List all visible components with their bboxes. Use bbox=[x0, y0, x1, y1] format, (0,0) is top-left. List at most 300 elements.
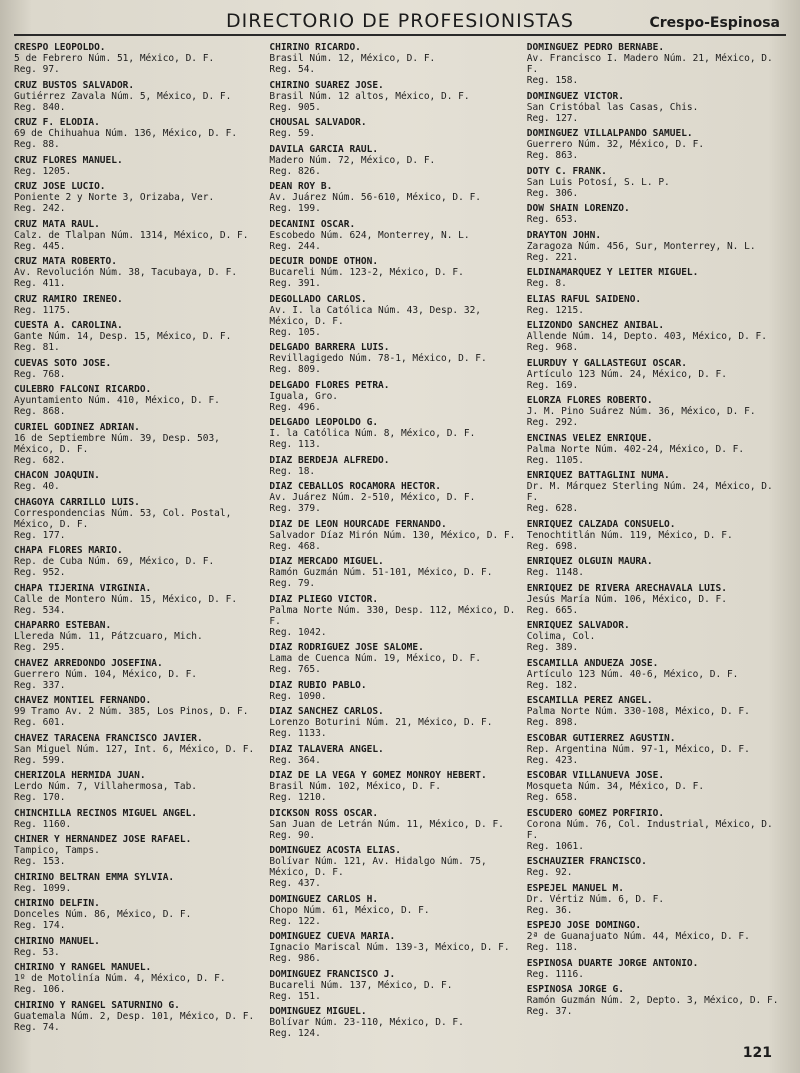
entry-registration: Reg. 665. bbox=[526, 604, 579, 616]
entry-name: CHAPA TIJERINA VIRGINIA. bbox=[14, 582, 152, 594]
directory-entry bbox=[527, 267, 786, 289]
entry-address: Brasil Núm. 12 altos, México, D. F. bbox=[269, 90, 470, 102]
entry-name: ESCAMILLA PEREZ ANGEL. bbox=[526, 695, 653, 706]
entry-name: CHIRINO SUAREZ JOSE. bbox=[269, 79, 384, 91]
entry-name: CHAPARRO ESTEBAN. bbox=[14, 620, 112, 631]
entry-registration: Reg. 244. bbox=[269, 240, 321, 252]
entry-registration: Reg. 153. bbox=[14, 856, 66, 867]
entry-name: ELIZONDO SANCHEZ ANIBAL. bbox=[526, 320, 665, 331]
directory-entry bbox=[14, 384, 259, 417]
entry-registration: Reg. 127. bbox=[526, 112, 579, 124]
entry-address: 1º de Motolinía Núm. 4, México, D. F. bbox=[14, 973, 226, 984]
directory-entry bbox=[527, 320, 786, 353]
entry-registration: Reg. 1105. bbox=[526, 454, 584, 466]
entry-address: Gutiérrez Zavala Núm. 5, México, D. F. bbox=[14, 90, 232, 102]
entry-address: Poniente 2 y Norte 3, Orizaba, Ver. bbox=[14, 192, 215, 203]
directory-entry bbox=[14, 545, 259, 578]
entry-name: CHAGOYA CARRILLO LUIS. bbox=[14, 496, 140, 508]
entry-name: CHAVEZ MONTIEL FERNANDO. bbox=[14, 695, 152, 706]
entry-address: Bolívar Núm. 121, Av. Hidalgo Núm. 75, México, D. F. bbox=[269, 856, 487, 878]
entry-name: DIAZ CEBALLOS ROCAMORA HECTOR. bbox=[269, 481, 441, 492]
entry-registration: Reg. 765. bbox=[269, 664, 321, 675]
entry-address: Chopo Núm. 61, México, D. F. bbox=[269, 904, 430, 916]
entry-address: Rep. de Cuba Núm. 69, México, D. F. bbox=[14, 556, 215, 567]
entry-name: CHAVEZ TARACENA FRANCISCO JAVIER. bbox=[14, 732, 203, 744]
directory-entry bbox=[14, 320, 259, 353]
entry-name: DECUIR DONDE OTHON. bbox=[269, 256, 379, 267]
entry-range: Crespo-Espinosa bbox=[649, 15, 780, 31]
entry-name: DOMINGUEZ FRANCISCO J. bbox=[269, 968, 396, 980]
entry-address: Zaragoza Núm. 456, Sur, Monterrey, N. L. bbox=[526, 240, 756, 252]
entry-name: CHIRINO Y RANGEL MANUEL. bbox=[14, 962, 152, 973]
entry-registration: Reg. 1160. bbox=[14, 818, 72, 830]
entry-name: DOMINGUEZ CUEVA MARIA. bbox=[269, 931, 396, 942]
entry-name: ESPINOSA DUARTE JORGE ANTONIO. bbox=[526, 957, 699, 969]
entry-registration: Reg. 411. bbox=[14, 278, 66, 289]
entry-registration: Reg. 242. bbox=[14, 203, 66, 214]
entry-name: ESCOBAR VILLANUEVA JOSE. bbox=[526, 770, 665, 781]
entry-registration: Reg. 986. bbox=[269, 953, 321, 964]
directory-entry bbox=[527, 856, 786, 878]
entry-name: ENRIQUEZ BATTAGLINI NUMA. bbox=[526, 470, 670, 481]
entry-name: DIAZ BERDEJA ALFREDO. bbox=[269, 454, 390, 466]
directory-entry bbox=[269, 680, 516, 702]
entry-address: Lerdo Núm. 7, Villahermosa, Tab. bbox=[14, 781, 198, 792]
directory-entry bbox=[14, 936, 259, 958]
entry-registration: Reg. 468. bbox=[269, 540, 321, 552]
directory-entry bbox=[527, 203, 786, 225]
entry-name: DRAYTON JOHN. bbox=[526, 229, 602, 241]
entry-registration: Reg. 809. bbox=[269, 364, 321, 375]
entry-registration: Reg. 391. bbox=[269, 278, 321, 289]
entry-registration: Reg. 389. bbox=[526, 642, 579, 653]
directory-entry bbox=[527, 91, 786, 124]
entry-registration: Reg. 423. bbox=[526, 754, 579, 766]
entry-address: Artículo 123 Núm. 40-6, México, D. F. bbox=[526, 668, 739, 680]
directory-entry bbox=[527, 294, 786, 316]
directory-entry bbox=[527, 695, 786, 728]
entry-registration: Reg. 37. bbox=[526, 1006, 573, 1017]
entry-name: CRUZ MATA RAUL. bbox=[14, 218, 100, 230]
entry-address: 99 Tramo Av. 2 Núm. 385, Los Pinos, D. F. bbox=[14, 706, 249, 717]
directory-entry bbox=[269, 181, 516, 214]
entry-name: ENCINAS VELEZ ENRIQUE. bbox=[526, 432, 653, 444]
entry-name: CHIRINO BELTRAN EMMA SYLVIA. bbox=[14, 871, 175, 883]
entry-address: Madero Núm. 72, México, D. F. bbox=[269, 154, 436, 166]
directory-entry bbox=[527, 556, 786, 578]
entry-name: CURIEL GODINEZ ADRIAN. bbox=[14, 421, 140, 433]
entry-registration: Reg. 74. bbox=[14, 1021, 60, 1033]
entry-name: CHOUSAL SALVADOR. bbox=[269, 117, 367, 128]
entry-registration: Reg. 124. bbox=[269, 1028, 321, 1039]
directory-entry bbox=[14, 962, 259, 995]
entry-name: CUEVAS SOTO JOSE. bbox=[14, 357, 112, 369]
entry-name: ENRIQUEZ OLGUIN MAURA. bbox=[526, 556, 653, 567]
entry-address: Donceles Núm. 86, México, D. F. bbox=[14, 909, 192, 920]
entry-name: DEAN ROY B. bbox=[269, 181, 333, 192]
entry-name: DOTY C. FRANK. bbox=[526, 165, 607, 177]
entry-name: DOMINGUEZ VILLALPANDO SAMUEL. bbox=[526, 128, 693, 139]
directory-entry bbox=[269, 642, 516, 675]
entry-address: Dr. M. Márquez Sterling Núm. 24, México, D. F. bbox=[526, 481, 773, 503]
entry-registration: Reg. 170. bbox=[14, 792, 66, 803]
entry-name: ELIAS RAFUL SAIDENO. bbox=[526, 293, 642, 305]
entry-name: DELGADO BARRERA LUIS. bbox=[269, 342, 390, 353]
entry-address: Iguala, Gro. bbox=[269, 390, 339, 402]
entry-address: Bolívar Núm. 23-110, México, D. F. bbox=[269, 1017, 464, 1028]
entry-registration: Reg. 968. bbox=[526, 342, 579, 353]
entry-registration: Reg. 952. bbox=[14, 567, 66, 578]
directory-entry bbox=[269, 342, 516, 375]
entry-registration: Reg. 768. bbox=[14, 368, 66, 380]
directory-entry bbox=[269, 294, 516, 338]
entry-registration: Reg. 496. bbox=[269, 401, 321, 413]
entry-registration: Reg. 105. bbox=[269, 326, 321, 338]
entry-registration: Reg. 1116. bbox=[526, 968, 584, 980]
entry-address: Palma Norte Núm. 402-24, México, D. F. bbox=[526, 443, 745, 455]
entry-name: CHIRINO MANUEL. bbox=[14, 935, 100, 947]
entry-name: ENRIQUEZ CALZADA CONSUELO. bbox=[526, 518, 676, 530]
directory-entry bbox=[269, 706, 516, 739]
entry-address: Brasil Núm. 12, México, D. F. bbox=[269, 53, 436, 64]
entry-address: Av. I. la Católica Núm. 43, Desp. 32, México, D. F. bbox=[269, 304, 482, 327]
entry-name: ELDINAMARQUEZ Y LEITER MIGUEL. bbox=[526, 267, 699, 278]
directory-entry bbox=[14, 358, 259, 380]
directory-entry bbox=[14, 470, 259, 492]
directory-entry bbox=[14, 733, 259, 766]
entry-columns bbox=[14, 42, 786, 1044]
page-number: 121 bbox=[742, 1045, 772, 1061]
directory-entry bbox=[527, 733, 786, 766]
entry-address: Tampico, Tamps. bbox=[14, 845, 100, 856]
entry-registration: Reg. 364. bbox=[269, 754, 321, 766]
entry-name: CRUZ MATA ROBERTO. bbox=[14, 256, 117, 267]
directory-entry bbox=[14, 117, 259, 150]
entry-name: DOMINGUEZ ACOSTA ELIAS. bbox=[269, 845, 401, 856]
entry-registration: Reg. 1175. bbox=[14, 304, 72, 316]
entry-name: DOMINGUEZ CARLOS H. bbox=[269, 893, 379, 905]
entry-name: CUESTA A. CAROLINA. bbox=[14, 320, 123, 331]
directory-entry bbox=[269, 144, 516, 177]
entry-registration: Reg. 92. bbox=[526, 867, 573, 878]
entry-address: Ignacio Mariscal Núm. 139-3, México, D. F. bbox=[269, 942, 510, 953]
entry-name: ESCAMILLA ANDUEZA JOSE. bbox=[526, 657, 659, 669]
entry-name: DIAZ PLIEGO VICTOR. bbox=[269, 593, 379, 605]
entry-registration: Reg. 88. bbox=[14, 139, 60, 150]
entry-name: DOMINGUEZ PEDRO BERNABE. bbox=[526, 42, 665, 53]
entry-address: Guatemala Núm. 2, Desp. 101, México, D. F. bbox=[14, 1010, 255, 1022]
entry-registration: Reg. 54. bbox=[269, 64, 316, 75]
entry-registration: Reg. 698. bbox=[526, 540, 579, 552]
directory-entry bbox=[14, 834, 259, 867]
directory-entry bbox=[14, 155, 259, 177]
entry-registration: Reg. 97. bbox=[14, 64, 60, 75]
entry-registration: Reg. 113. bbox=[269, 439, 321, 450]
directory-entry bbox=[527, 883, 786, 916]
directory-entry bbox=[269, 969, 516, 1002]
entry-name: DIAZ TALAVERA ANGEL. bbox=[269, 743, 384, 755]
entry-name: ESPINOSA JORGE G. bbox=[526, 984, 624, 995]
entry-address: Av. Juárez Núm. 2-510, México, D. F. bbox=[269, 492, 476, 503]
directory-entry bbox=[527, 42, 786, 86]
entry-registration: Reg. 106. bbox=[14, 984, 66, 995]
entry-registration: Reg. 118. bbox=[526, 942, 579, 953]
entry-name: ESCHAUZIER FRANCISCO. bbox=[526, 856, 647, 867]
entry-name: CHAVEZ ARREDONDO JOSEFINA. bbox=[14, 657, 163, 669]
entry-registration: Reg. 174. bbox=[14, 920, 66, 931]
entry-name: CULEBRO FALCONI RICARDO. bbox=[14, 384, 152, 395]
entry-name: DOW SHAIN LORENZO. bbox=[526, 203, 630, 214]
entry-registration: Reg. 53. bbox=[14, 946, 60, 958]
entry-name: DIAZ SANCHEZ CARLOS. bbox=[269, 706, 384, 717]
directory-entry bbox=[269, 42, 516, 75]
entry-registration: Reg. 898. bbox=[526, 717, 579, 728]
entry-name: CRUZ JOSE LUCIO. bbox=[14, 181, 106, 192]
directory-entry bbox=[269, 80, 516, 113]
entry-name: DIAZ MERCADO MIGUEL. bbox=[269, 556, 384, 567]
entry-registration: Reg. 182. bbox=[526, 679, 579, 691]
entry-registration: Reg. 599. bbox=[14, 754, 66, 766]
directory-entry bbox=[269, 894, 516, 927]
entry-registration: Reg. 59. bbox=[269, 128, 316, 139]
entry-name: ENRIQUEZ SALVADOR. bbox=[526, 620, 630, 631]
entry-address: Revillagigedo Núm. 78-1, México, D. F. bbox=[269, 353, 487, 364]
entry-address: Guerrero Núm. 104, México, D. F. bbox=[14, 668, 198, 680]
entry-registration: Reg. 36. bbox=[526, 904, 573, 916]
entry-address: Palma Norte Núm. 330, Desp. 112, México, D. F. bbox=[269, 604, 516, 627]
directory-entry bbox=[14, 422, 259, 466]
directory-entry bbox=[269, 417, 516, 450]
directory-entry bbox=[527, 583, 786, 616]
entry-registration: Reg. 81. bbox=[14, 342, 60, 353]
directory-entry bbox=[269, 931, 516, 964]
entry-registration: Reg. 601. bbox=[14, 717, 66, 728]
entry-registration: Reg. 169. bbox=[526, 379, 579, 391]
directory-entry bbox=[269, 117, 516, 139]
entry-registration: Reg. 292. bbox=[526, 417, 579, 428]
directory-entry bbox=[14, 583, 259, 616]
entry-address: Palma Norte Núm. 330-108, México, D. F. bbox=[526, 706, 750, 717]
entry-name: CHIRINO RICARDO. bbox=[269, 42, 361, 53]
entry-registration: Reg. 18. bbox=[269, 465, 316, 477]
entry-name: DOMINGUEZ MIGUEL. bbox=[269, 1006, 367, 1017]
entry-address: Correspondencias Núm. 53, Col. Postal, México, D. F. bbox=[14, 507, 232, 530]
entry-registration: Reg. 1215. bbox=[526, 304, 584, 316]
entry-name: DICKSON ROSS OSCAR. bbox=[269, 807, 379, 819]
directory-entry bbox=[14, 770, 259, 803]
entry-registration: Reg. 158. bbox=[526, 75, 579, 86]
directory-entry bbox=[14, 658, 259, 691]
directory-entry bbox=[527, 128, 786, 161]
directory-entry bbox=[14, 872, 259, 894]
entry-name: ENRIQUEZ DE RIVERA ARECHAVALA LUIS. bbox=[526, 582, 727, 594]
directory-entry bbox=[527, 395, 786, 428]
directory-entry bbox=[527, 519, 786, 552]
entry-registration: Reg. 295. bbox=[14, 642, 66, 653]
entry-address: J. M. Pino Suárez Núm. 36, México, D. F. bbox=[526, 406, 756, 417]
entry-name: CRUZ RAMIRO IRENEO. bbox=[14, 293, 123, 305]
entry-registration: Reg. 1210. bbox=[269, 792, 327, 803]
entry-address: Gante Núm. 14, Desp. 15, México, D. F. bbox=[14, 331, 232, 342]
entry-address: Guerrero Núm. 32, México, D. F. bbox=[526, 139, 705, 150]
directory-entry bbox=[14, 256, 259, 289]
entry-address: Corona Núm. 76, Col. Industrial, México, D. F. bbox=[526, 818, 773, 841]
directory-entry bbox=[527, 433, 786, 466]
entry-address: Brasil Núm. 102, México, D. F. bbox=[269, 781, 441, 792]
entry-name: CHAPA FLORES MARIO. bbox=[14, 545, 123, 556]
entry-registration: Reg. 1148. bbox=[526, 567, 584, 578]
directory-entry bbox=[14, 1000, 259, 1033]
entry-address: Lorenzo Boturini Núm. 21, México, D. F. bbox=[269, 717, 493, 728]
entry-registration: Reg. 868. bbox=[14, 406, 66, 417]
entry-registration: Reg. 1042. bbox=[269, 626, 327, 638]
entry-address: Ayuntamiento Núm. 410, México, D. F. bbox=[14, 395, 220, 406]
entry-registration: Reg. 8. bbox=[526, 278, 567, 289]
entry-registration: Reg. 90. bbox=[269, 829, 316, 841]
directory-entry bbox=[527, 358, 786, 391]
entry-address: San Miguel Núm. 127, Int. 6, México, D. F. bbox=[14, 743, 255, 755]
directory-entry bbox=[527, 230, 786, 263]
directory-entry bbox=[14, 497, 259, 541]
directory-entry bbox=[269, 455, 516, 477]
entry-registration: Reg. 177. bbox=[14, 529, 66, 541]
entry-address: Bucareli Núm. 123-2, México, D. F. bbox=[269, 267, 464, 278]
column-left bbox=[14, 42, 259, 1044]
entry-registration: Reg. 306. bbox=[526, 187, 579, 199]
entry-name: CHINCHILLA RECINOS MIGUEL ANGEL. bbox=[14, 807, 198, 819]
entry-name: CRESPO LEOPOLDO. bbox=[14, 42, 106, 53]
directory-entry bbox=[527, 920, 786, 953]
entry-address: Lama de Cuenca Núm. 19, México, D. F. bbox=[269, 653, 482, 664]
directory-entry bbox=[269, 808, 516, 841]
entry-name: DIAZ DE LEON HOURCADE FERNANDO. bbox=[269, 518, 447, 530]
entry-address: Av. Francisco I. Madero Núm. 21, México, D. F. bbox=[526, 53, 773, 75]
entry-name: CHERIZOLA HERMIDA JUAN. bbox=[14, 770, 146, 781]
entry-address: Dr. Vértiz Núm. 6, D. F. bbox=[526, 893, 665, 905]
entry-name: DIAZ RUBIO PABLO. bbox=[269, 679, 367, 691]
directory-entry bbox=[527, 770, 786, 803]
entry-address: Rep. Argentina Núm. 97-1, México, D. F. bbox=[526, 743, 750, 755]
entry-address: San Juan de Letrán Núm. 11, México, D. F. bbox=[269, 818, 504, 830]
directory-entry bbox=[14, 80, 259, 113]
entry-name: CRUZ FLORES MANUEL. bbox=[14, 154, 123, 166]
directory-entry bbox=[269, 519, 516, 552]
directory-entry bbox=[14, 181, 259, 214]
entry-address: Escobedo Núm. 624, Monterrey, N. L. bbox=[269, 229, 470, 241]
entry-registration: Reg. 40. bbox=[14, 481, 60, 492]
directory-entry bbox=[269, 256, 516, 289]
entry-registration: Reg. 682. bbox=[14, 454, 66, 466]
entry-registration: Reg. 1205. bbox=[14, 165, 72, 177]
entry-registration: Reg. 840. bbox=[14, 101, 66, 113]
directory-entry bbox=[269, 556, 516, 589]
entry-name: DOMINGUEZ VICTOR. bbox=[526, 90, 624, 102]
entry-registration: Reg. 658. bbox=[526, 792, 579, 803]
entry-registration: Reg. 221. bbox=[526, 251, 579, 263]
entry-name: CRUZ BUSTOS SALVADOR. bbox=[14, 79, 135, 91]
directory-entry bbox=[14, 219, 259, 252]
directory-entry bbox=[14, 808, 259, 830]
directory-entry bbox=[269, 219, 516, 252]
entry-address: 69 de Chihuahua Núm. 136, México, D. F. bbox=[14, 128, 238, 139]
entry-registration: Reg. 905. bbox=[269, 101, 321, 113]
entry-address: Jesús María Núm. 106, México, D. F. bbox=[526, 593, 727, 605]
directory-entry bbox=[527, 808, 786, 852]
entry-registration: Reg. 1133. bbox=[269, 728, 327, 739]
entry-registration: Reg. 1090. bbox=[269, 690, 327, 702]
page-header bbox=[14, 4, 786, 36]
entry-address: Mosqueta Núm. 34, México, D. F. bbox=[526, 781, 705, 792]
entry-address: Allende Núm. 14, Depto. 403, México, D. F. bbox=[526, 331, 767, 342]
directory-entry bbox=[269, 481, 516, 514]
entry-registration: Reg. 151. bbox=[269, 990, 321, 1002]
entry-registration: Reg. 379. bbox=[269, 503, 321, 514]
entry-address: San Luis Potosí, S. L. P. bbox=[526, 176, 670, 188]
entry-name: DEGOLLADO CARLOS. bbox=[269, 293, 367, 305]
entry-address: 16 de Septiembre Núm. 39, Desp. 503, México, D. F. bbox=[14, 432, 220, 455]
entry-name: ELURDUY Y GALLASTEGUI OSCAR. bbox=[526, 357, 687, 369]
entry-registration: Reg. 445. bbox=[14, 240, 66, 252]
directory-entry bbox=[269, 380, 516, 413]
entry-name: ESCOBAR GUTIERREZ AGUSTIN. bbox=[526, 732, 676, 744]
directory-entry bbox=[527, 958, 786, 980]
entry-name: CHINER Y HERNANDEZ JOSE RAFAEL. bbox=[14, 834, 192, 845]
directory-entry bbox=[269, 594, 516, 638]
entry-name: DAVILA GARCIA RAUL. bbox=[269, 143, 379, 155]
directory-entry bbox=[14, 898, 259, 931]
directory-title: DIRECTORIO DE PROFESIONISTAS bbox=[226, 10, 574, 32]
entry-address: Colima, Col. bbox=[526, 631, 596, 642]
entry-address: Calz. de Tlalpan Núm. 1314, México, D. F. bbox=[14, 229, 249, 241]
entry-registration: Reg. 79. bbox=[269, 578, 316, 589]
directory-entry bbox=[269, 744, 516, 766]
directory-entry bbox=[527, 166, 786, 199]
entry-registration: Reg. 628. bbox=[526, 503, 579, 514]
entry-address: Ramón Guzmán Núm. 51-101, México, D. F. bbox=[269, 567, 493, 578]
entry-address: Calle de Montero Núm. 15, México, D. F. bbox=[14, 593, 238, 605]
entry-address: Bucareli Núm. 137, México, D. F. bbox=[269, 979, 453, 991]
directory-entry bbox=[527, 984, 786, 1017]
entry-name: DELGADO LEOPOLDO G. bbox=[269, 417, 379, 428]
directory-entry bbox=[14, 695, 259, 728]
entry-address: 2ª de Guanajuato Núm. 44, México, D. F. bbox=[526, 931, 750, 942]
entry-name: ESCUDERO GOMEZ PORFIRIO. bbox=[526, 807, 665, 819]
entry-address: Av. Revolución Núm. 38, Tacubaya, D. F. bbox=[14, 267, 238, 278]
directory-entry bbox=[527, 658, 786, 691]
entry-address: Tenochtitlán Núm. 119, México, D. F. bbox=[526, 529, 733, 541]
directory-entry bbox=[269, 770, 516, 803]
directory-entry bbox=[527, 620, 786, 653]
entry-name: CRUZ F. ELODIA. bbox=[14, 117, 100, 128]
entry-registration: Reg. 1061. bbox=[526, 840, 584, 852]
entry-name: CHIRINO DELFIN. bbox=[14, 898, 100, 909]
entry-address: Llereda Núm. 11, Pátzcuaro, Mich. bbox=[14, 631, 203, 642]
entry-registration: Reg. 337. bbox=[14, 679, 66, 691]
column-middle bbox=[269, 42, 516, 1044]
directory-entry bbox=[527, 470, 786, 514]
directory-entry bbox=[269, 1006, 516, 1039]
entry-address: San Cristóbal las Casas, Chis. bbox=[526, 101, 699, 113]
directory-entry bbox=[14, 620, 259, 653]
entry-registration: Reg. 199. bbox=[269, 203, 321, 214]
directory-entry bbox=[14, 294, 259, 316]
entry-name: DECANINI OSCAR. bbox=[269, 218, 356, 230]
entry-name: CHACON JOAQUIN. bbox=[14, 470, 100, 481]
entry-address: I. la Católica Núm. 8, México, D. F. bbox=[269, 428, 476, 439]
entry-registration: Reg. 863. bbox=[526, 150, 579, 161]
entry-name: DIAZ DE LA VEGA Y GOMEZ MONROY HEBERT. bbox=[269, 770, 487, 781]
entry-registration: Reg. 534. bbox=[14, 604, 66, 616]
